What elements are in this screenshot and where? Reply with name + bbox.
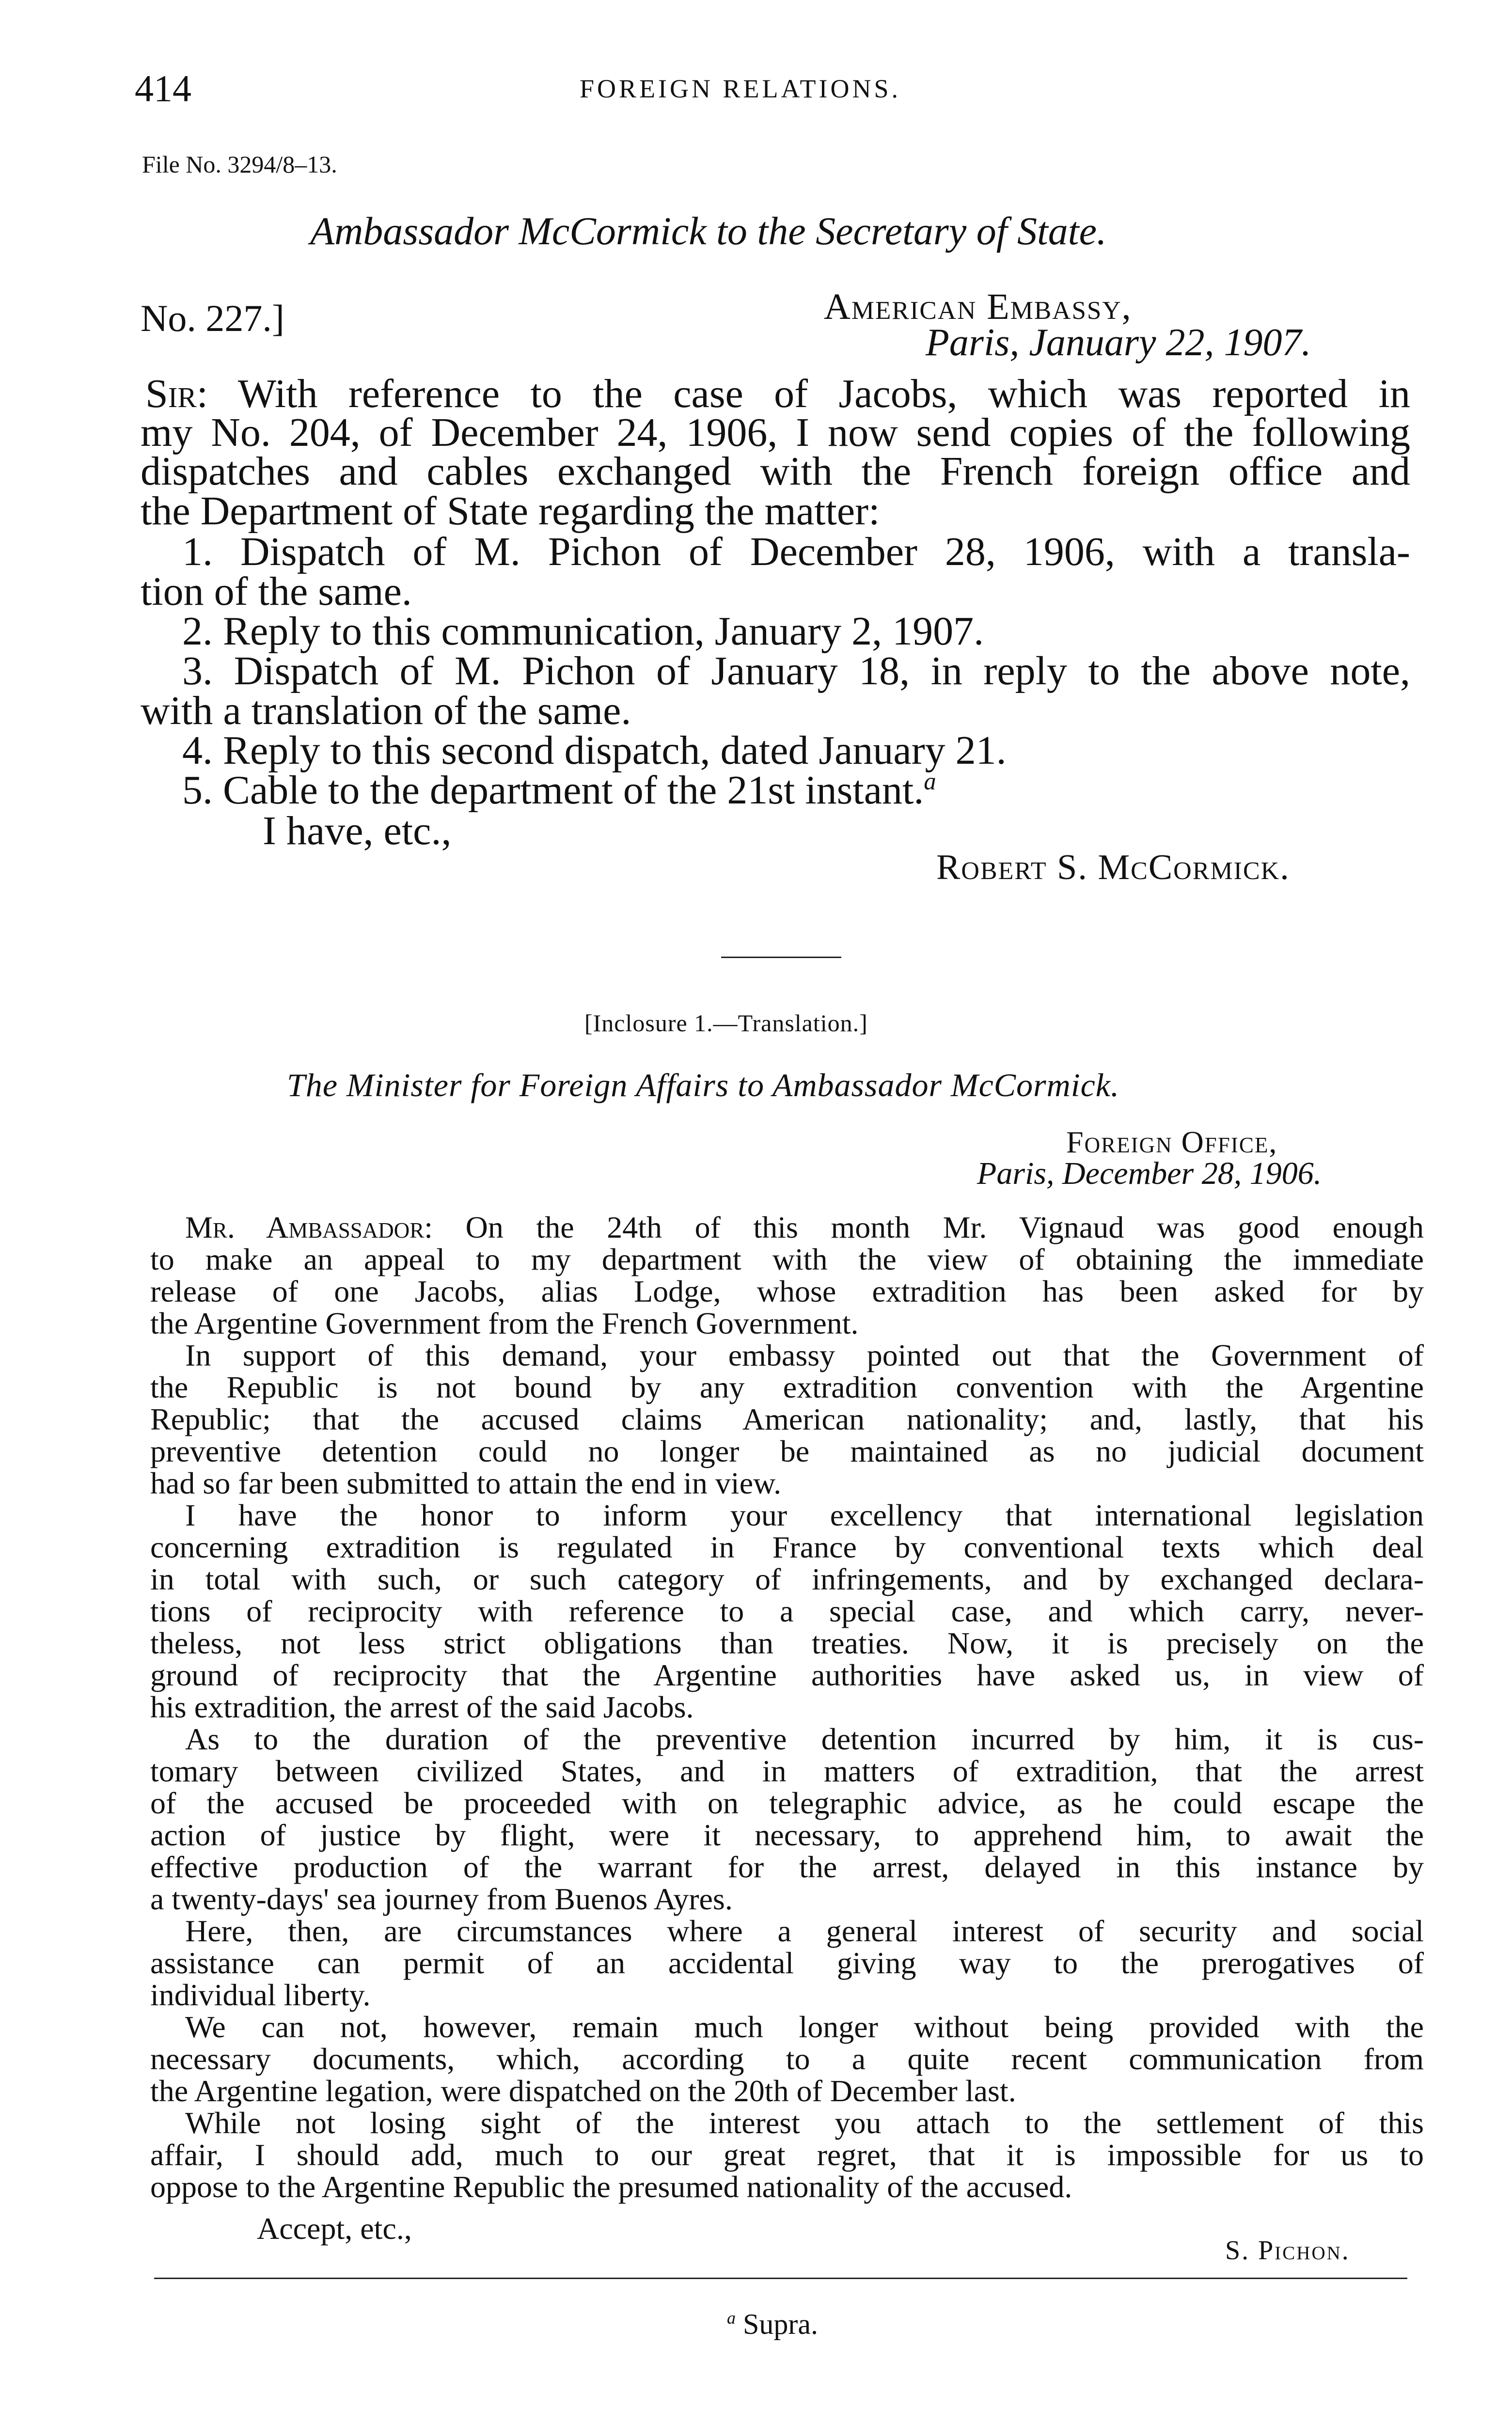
signature: Robert S. McCormick. xyxy=(936,848,1290,887)
body-line: In support of this demand, your embassy pointed out that the Government of xyxy=(185,1338,1424,1372)
body-line: Sir: With reference to the case of Jacobs, which was reported in xyxy=(145,371,1410,416)
footnote-rule xyxy=(154,2278,1407,2279)
body-line: had so far been submitted to attain the end in view. xyxy=(150,1466,782,1500)
footnote-text: Supra. xyxy=(736,2308,818,2340)
body-line: concerning extradition is regulated in France by conventional texts which deal xyxy=(150,1530,1424,1564)
body-line: necessary documents, which, according to a quite recent communication from xyxy=(150,2042,1424,2076)
body-line: I have the honor to inform your excellency that international legislation xyxy=(185,1498,1424,1532)
body-line: action of justice by flight, were it necessary, to apprehend him, to await the xyxy=(150,1818,1424,1852)
body-line: effective production of the warrant for the arrest, delayed in this instance by xyxy=(150,1850,1424,1884)
list-item: 5. Cable to the department of the 21st instant.$^a$ xyxy=(182,768,936,813)
list-item: tion of the same. xyxy=(141,569,412,614)
list-item: 3. Dispatch of M. Pichon of January 18, in reply to the above note, xyxy=(182,648,1410,693)
body-line: individual liberty. xyxy=(150,1978,371,2012)
body-line: While not losing sight of the interest you attach to the settlement of this xyxy=(185,2106,1424,2140)
office-name: Foreign Office, xyxy=(1066,1125,1278,1159)
list-item: 2. Reply to this communication, January 2, 1907. xyxy=(182,609,984,654)
body-line: in total with such, or such category of infringements, and by exchanged declara- xyxy=(150,1562,1424,1596)
enclosure-label: [Inclosure 1.—Translation.] xyxy=(584,1009,868,1037)
body-line: release of one Jacobs, alias Lodge, whose extradition has been asked for by xyxy=(150,1274,1424,1308)
closing: I have, etc., xyxy=(263,808,452,853)
salutation: Mr. Ambassador: xyxy=(185,1210,433,1244)
body-line: oppose to the Argentine Republic the presumed nationality of the accused. xyxy=(150,2170,1072,2204)
page-number: 414 xyxy=(135,67,191,110)
salutation: Sir: xyxy=(145,371,208,416)
body-line: the Argentine Government from the French Government. xyxy=(150,1306,859,1340)
body-line: We can not, however, remain much longer without being provided with the xyxy=(185,2010,1424,2044)
body-line: theless, not less strict obligations than treaties. Now, it is precisely on the xyxy=(150,1626,1424,1660)
body-line: tomary between civilized States, and in matters of extradition, that the arrest xyxy=(150,1754,1424,1788)
section-divider xyxy=(721,957,841,958)
letter-title: Ambassador McCormick to the Secretary of State. xyxy=(310,209,1107,253)
body-line: to make an appeal to my department with the view of obtaining the immediate xyxy=(150,1242,1424,1276)
footnote-marker: a xyxy=(727,2308,736,2328)
body-line: assistance can permit of an accidental giving way to the prerogatives of xyxy=(150,1946,1424,1980)
body-line: his extradition, the arrest of the said Jacobs. xyxy=(150,1690,694,1724)
body-line: the Argentine legation, were dispatched on the 20th of December last. xyxy=(150,2074,1016,2108)
file-number: File No. 3294/8–13. xyxy=(142,151,337,178)
body-line: a twenty-days' sea journey from Buenos Ayres. xyxy=(150,1882,733,1916)
list-item: with a translation of the same. xyxy=(141,688,631,733)
body-line: tions of reciprocity with reference to a special case, and which carry, never- xyxy=(150,1594,1424,1628)
body-line: Mr. Ambassador: On the 24th of this month Mr. Vignaud was good enough xyxy=(185,1210,1424,1244)
footnote-reference: a xyxy=(924,768,936,795)
body-line: my No. 204, of December 24, 1906, I now send copies of the following xyxy=(141,410,1410,455)
body-line: affair, I should add, much to our great regret, that it is impossible for us to xyxy=(150,2138,1424,2172)
enclosure-title: The Minister for Foreign Affairs to Ambassador McCormick. xyxy=(287,1067,1119,1103)
list-item: 4. Reply to this second dispatch, dated January 21. xyxy=(182,728,1007,773)
signature: S. Pichon. xyxy=(1225,2235,1350,2266)
list-item: 1. Dispatch of M. Pichon of December 28, 1906, with a transla- xyxy=(182,529,1410,574)
embassy-name: American Embassy, xyxy=(824,286,1132,327)
body-line: the Department of State regarding the matter: xyxy=(141,488,880,534)
dispatch-number: No. 227.] xyxy=(141,297,284,339)
body-line: Here, then, are circumstances where a general interest of security and social xyxy=(185,1914,1424,1948)
running-head: FOREIGN RELATIONS. xyxy=(580,74,901,103)
letter-date: Paris, January 22, 1907. xyxy=(926,321,1311,364)
body-line: As to the duration of the preventive detention incurred by him, it is cus- xyxy=(185,1722,1424,1756)
enclosure-date: Paris, December 28, 1906. xyxy=(977,1156,1322,1191)
body-line: Republic; that the accused claims American nationality; and, lastly, that his xyxy=(150,1402,1424,1436)
body-line: of the accused be proceeded with on telegraphic advice, as he could escape the xyxy=(150,1786,1424,1820)
body-line: preventive detention could no longer be maintained as no judicial document xyxy=(150,1434,1424,1468)
body-line: ground of reciprocity that the Argentine authorities have asked us, in view of xyxy=(150,1658,1424,1692)
footnote xyxy=(727,2308,818,2341)
body-line: the Republic is not bound by any extradition convention with the Argentine xyxy=(150,1370,1424,1404)
closing: Accept, etc., xyxy=(257,2211,412,2246)
body-line: dispatches and cables exchanged with the French foreign office and xyxy=(141,449,1410,494)
